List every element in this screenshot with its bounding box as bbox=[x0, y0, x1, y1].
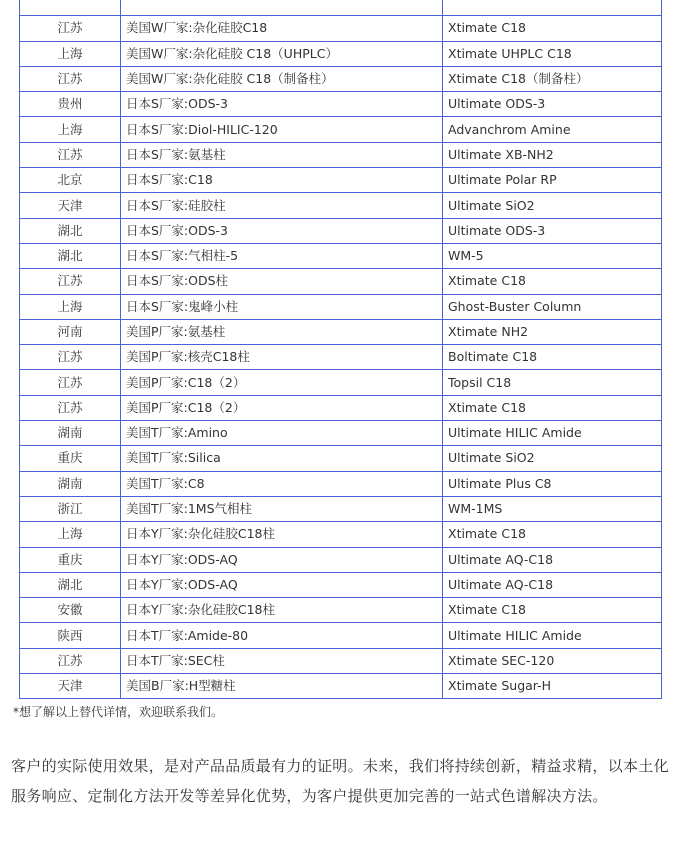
region-cell: 江苏 bbox=[20, 66, 121, 91]
substitute-column-cell: Xtimate NH2 bbox=[443, 319, 662, 344]
table-row bbox=[20, 41, 662, 66]
region-cell: 重庆 bbox=[20, 547, 121, 572]
table-row bbox=[20, 142, 662, 167]
original-column-cell: 美国P厂家:氨基柱 bbox=[121, 319, 443, 344]
original-column-cell: 日本T厂家:SEC柱 bbox=[121, 648, 443, 673]
table-row bbox=[20, 648, 662, 673]
substitute-column-cell: Boltimate C18 bbox=[443, 345, 662, 370]
substitute-column-cell: Xtimate C18 bbox=[443, 395, 662, 420]
table-row bbox=[20, 446, 662, 471]
substitute-column-cell: Ultimate HILIC Amide bbox=[443, 623, 662, 648]
table-row bbox=[20, 572, 662, 597]
region-cell: 天津 bbox=[20, 193, 121, 218]
substitute-column-cell: Xtimate Sugar-H bbox=[443, 674, 662, 699]
original-column-cell: 日本S厂家:ODS柱 bbox=[121, 269, 443, 294]
table-row bbox=[20, 471, 662, 496]
region-cell: 湖北 bbox=[20, 243, 121, 268]
substitute-column-cell: Ultimate HILIC Amide bbox=[443, 421, 662, 446]
table-row bbox=[20, 92, 662, 117]
original-column-cell bbox=[121, 0, 443, 16]
region-cell: 江苏 bbox=[20, 269, 121, 294]
substitute-column-cell: Xtimate C18（制备柱） bbox=[443, 66, 662, 91]
table-body bbox=[20, 0, 662, 699]
substitute-column-cell: Xtimate C18 bbox=[443, 16, 662, 41]
table-row bbox=[20, 269, 662, 294]
table-row bbox=[20, 0, 662, 16]
table-row bbox=[20, 547, 662, 572]
table-row bbox=[20, 598, 662, 623]
original-column-cell: 日本Y厂家:杂化硅胶C18柱 bbox=[121, 522, 443, 547]
original-column-cell: 日本S厂家:硅胶柱 bbox=[121, 193, 443, 218]
table-row bbox=[20, 623, 662, 648]
region-cell: 安徽 bbox=[20, 598, 121, 623]
original-column-cell: 美国W厂家:杂化硅胶C18 bbox=[121, 16, 443, 41]
table-row bbox=[20, 193, 662, 218]
original-column-cell: 日本Y厂家:ODS-AQ bbox=[121, 547, 443, 572]
substitute-column-cell: Ultimate Plus C8 bbox=[443, 471, 662, 496]
substitute-column-cell: Ghost-Buster Column bbox=[443, 294, 662, 319]
original-column-cell: 美国T厂家:C8 bbox=[121, 471, 443, 496]
original-column-cell: 美国P厂家:C18（2） bbox=[121, 370, 443, 395]
substitute-column-cell bbox=[443, 0, 662, 16]
original-column-cell: 日本Y厂家:ODS-AQ bbox=[121, 572, 443, 597]
substitute-column-cell: Xtimate C18 bbox=[443, 598, 662, 623]
substitute-column-cell: Ultimate ODS-3 bbox=[443, 218, 662, 243]
region-cell: 江苏 bbox=[20, 370, 121, 395]
original-column-cell: 日本Y厂家:杂化硅胶C18柱 bbox=[121, 598, 443, 623]
original-column-cell: 日本S厂家:鬼峰小柱 bbox=[121, 294, 443, 319]
region-cell: 江苏 bbox=[20, 345, 121, 370]
region-cell: 上海 bbox=[20, 294, 121, 319]
substitute-column-cell: Xtimate SEC-120 bbox=[443, 648, 662, 673]
table-row bbox=[20, 66, 662, 91]
substitute-column-cell: Ultimate SiO2 bbox=[443, 446, 662, 471]
original-column-cell: 日本T厂家:Amide-80 bbox=[121, 623, 443, 648]
original-column-cell: 日本S厂家:ODS-3 bbox=[121, 218, 443, 243]
table-row bbox=[20, 218, 662, 243]
substitute-column-cell: Ultimate AQ-C18 bbox=[443, 547, 662, 572]
table-row bbox=[20, 294, 662, 319]
substitute-column-cell: Xtimate C18 bbox=[443, 269, 662, 294]
substitute-column-cell: WM-5 bbox=[443, 243, 662, 268]
substitute-column-cell: Xtimate UHPLC C18 bbox=[443, 41, 662, 66]
original-column-cell: 美国B厂家:H型糖柱 bbox=[121, 674, 443, 699]
original-column-cell: 日本S厂家:氨基柱 bbox=[121, 142, 443, 167]
region-cell: 湖南 bbox=[20, 421, 121, 446]
table-row bbox=[20, 16, 662, 41]
region-cell: 北京 bbox=[20, 168, 121, 193]
table-row bbox=[20, 117, 662, 142]
original-column-cell: 日本S厂家:气相柱-5 bbox=[121, 243, 443, 268]
table-row bbox=[20, 345, 662, 370]
region-cell: 浙江 bbox=[20, 496, 121, 521]
substitute-column-cell: Topsil C18 bbox=[443, 370, 662, 395]
closing-paragraph: 客户的实际使用效果，是对产品品质最有力的证明。未来，我们将持续创新，精益求精，以本土化服务响应、定制化方法开发等差异化优势，为客户提供更加完善的一站式色谱解决方法。 bbox=[11, 757, 669, 805]
substitute-column-cell: Xtimate C18 bbox=[443, 522, 662, 547]
original-column-cell: 美国P厂家:C18（2） bbox=[121, 395, 443, 420]
substitution-table-container bbox=[19, 0, 662, 699]
substitution-table bbox=[19, 0, 662, 699]
table-row bbox=[20, 243, 662, 268]
original-column-cell: 美国W厂家:杂化硅胶 C18（制备柱） bbox=[121, 66, 443, 91]
contact-note: *想了解以上替代详情，欢迎联系我们。 bbox=[13, 705, 224, 719]
original-column-cell: 美国T厂家:Amino bbox=[121, 421, 443, 446]
table-row bbox=[20, 395, 662, 420]
substitute-column-cell: Ultimate AQ-C18 bbox=[443, 572, 662, 597]
region-cell: 江苏 bbox=[20, 648, 121, 673]
region-cell: 陕西 bbox=[20, 623, 121, 648]
region-cell: 天津 bbox=[20, 674, 121, 699]
original-column-cell: 日本S厂家:Diol-HILIC-120 bbox=[121, 117, 443, 142]
substitute-column-cell: Ultimate XB-NH2 bbox=[443, 142, 662, 167]
region-cell: 上海 bbox=[20, 117, 121, 142]
original-column-cell: 日本S厂家:C18 bbox=[121, 168, 443, 193]
region-cell: 上海 bbox=[20, 522, 121, 547]
substitute-column-cell: WM-1MS bbox=[443, 496, 662, 521]
region-cell: 河南 bbox=[20, 319, 121, 344]
original-column-cell: 日本S厂家:ODS-3 bbox=[121, 92, 443, 117]
region-cell: 贵州 bbox=[20, 92, 121, 117]
original-column-cell: 美国T厂家:Silica bbox=[121, 446, 443, 471]
original-column-cell: 美国W厂家:杂化硅胶 C18（UHPLC） bbox=[121, 41, 443, 66]
region-cell: 江苏 bbox=[20, 395, 121, 420]
substitute-column-cell: Advanchrom Amine bbox=[443, 117, 662, 142]
substitute-column-cell: Ultimate Polar RP bbox=[443, 168, 662, 193]
table-row bbox=[20, 522, 662, 547]
region-cell: 江苏 bbox=[20, 16, 121, 41]
region-cell: 湖南 bbox=[20, 471, 121, 496]
table-row bbox=[20, 674, 662, 699]
substitute-column-cell: Ultimate ODS-3 bbox=[443, 92, 662, 117]
original-column-cell: 美国T厂家:1MS气相柱 bbox=[121, 496, 443, 521]
region-cell bbox=[20, 0, 121, 16]
region-cell: 江苏 bbox=[20, 142, 121, 167]
table-row bbox=[20, 168, 662, 193]
region-cell: 湖北 bbox=[20, 218, 121, 243]
region-cell: 重庆 bbox=[20, 446, 121, 471]
table-row bbox=[20, 496, 662, 521]
region-cell: 湖北 bbox=[20, 572, 121, 597]
table-row bbox=[20, 319, 662, 344]
region-cell: 上海 bbox=[20, 41, 121, 66]
table-row bbox=[20, 421, 662, 446]
table-row bbox=[20, 370, 662, 395]
original-column-cell: 美国P厂家:核壳C18柱 bbox=[121, 345, 443, 370]
substitute-column-cell: Ultimate SiO2 bbox=[443, 193, 662, 218]
